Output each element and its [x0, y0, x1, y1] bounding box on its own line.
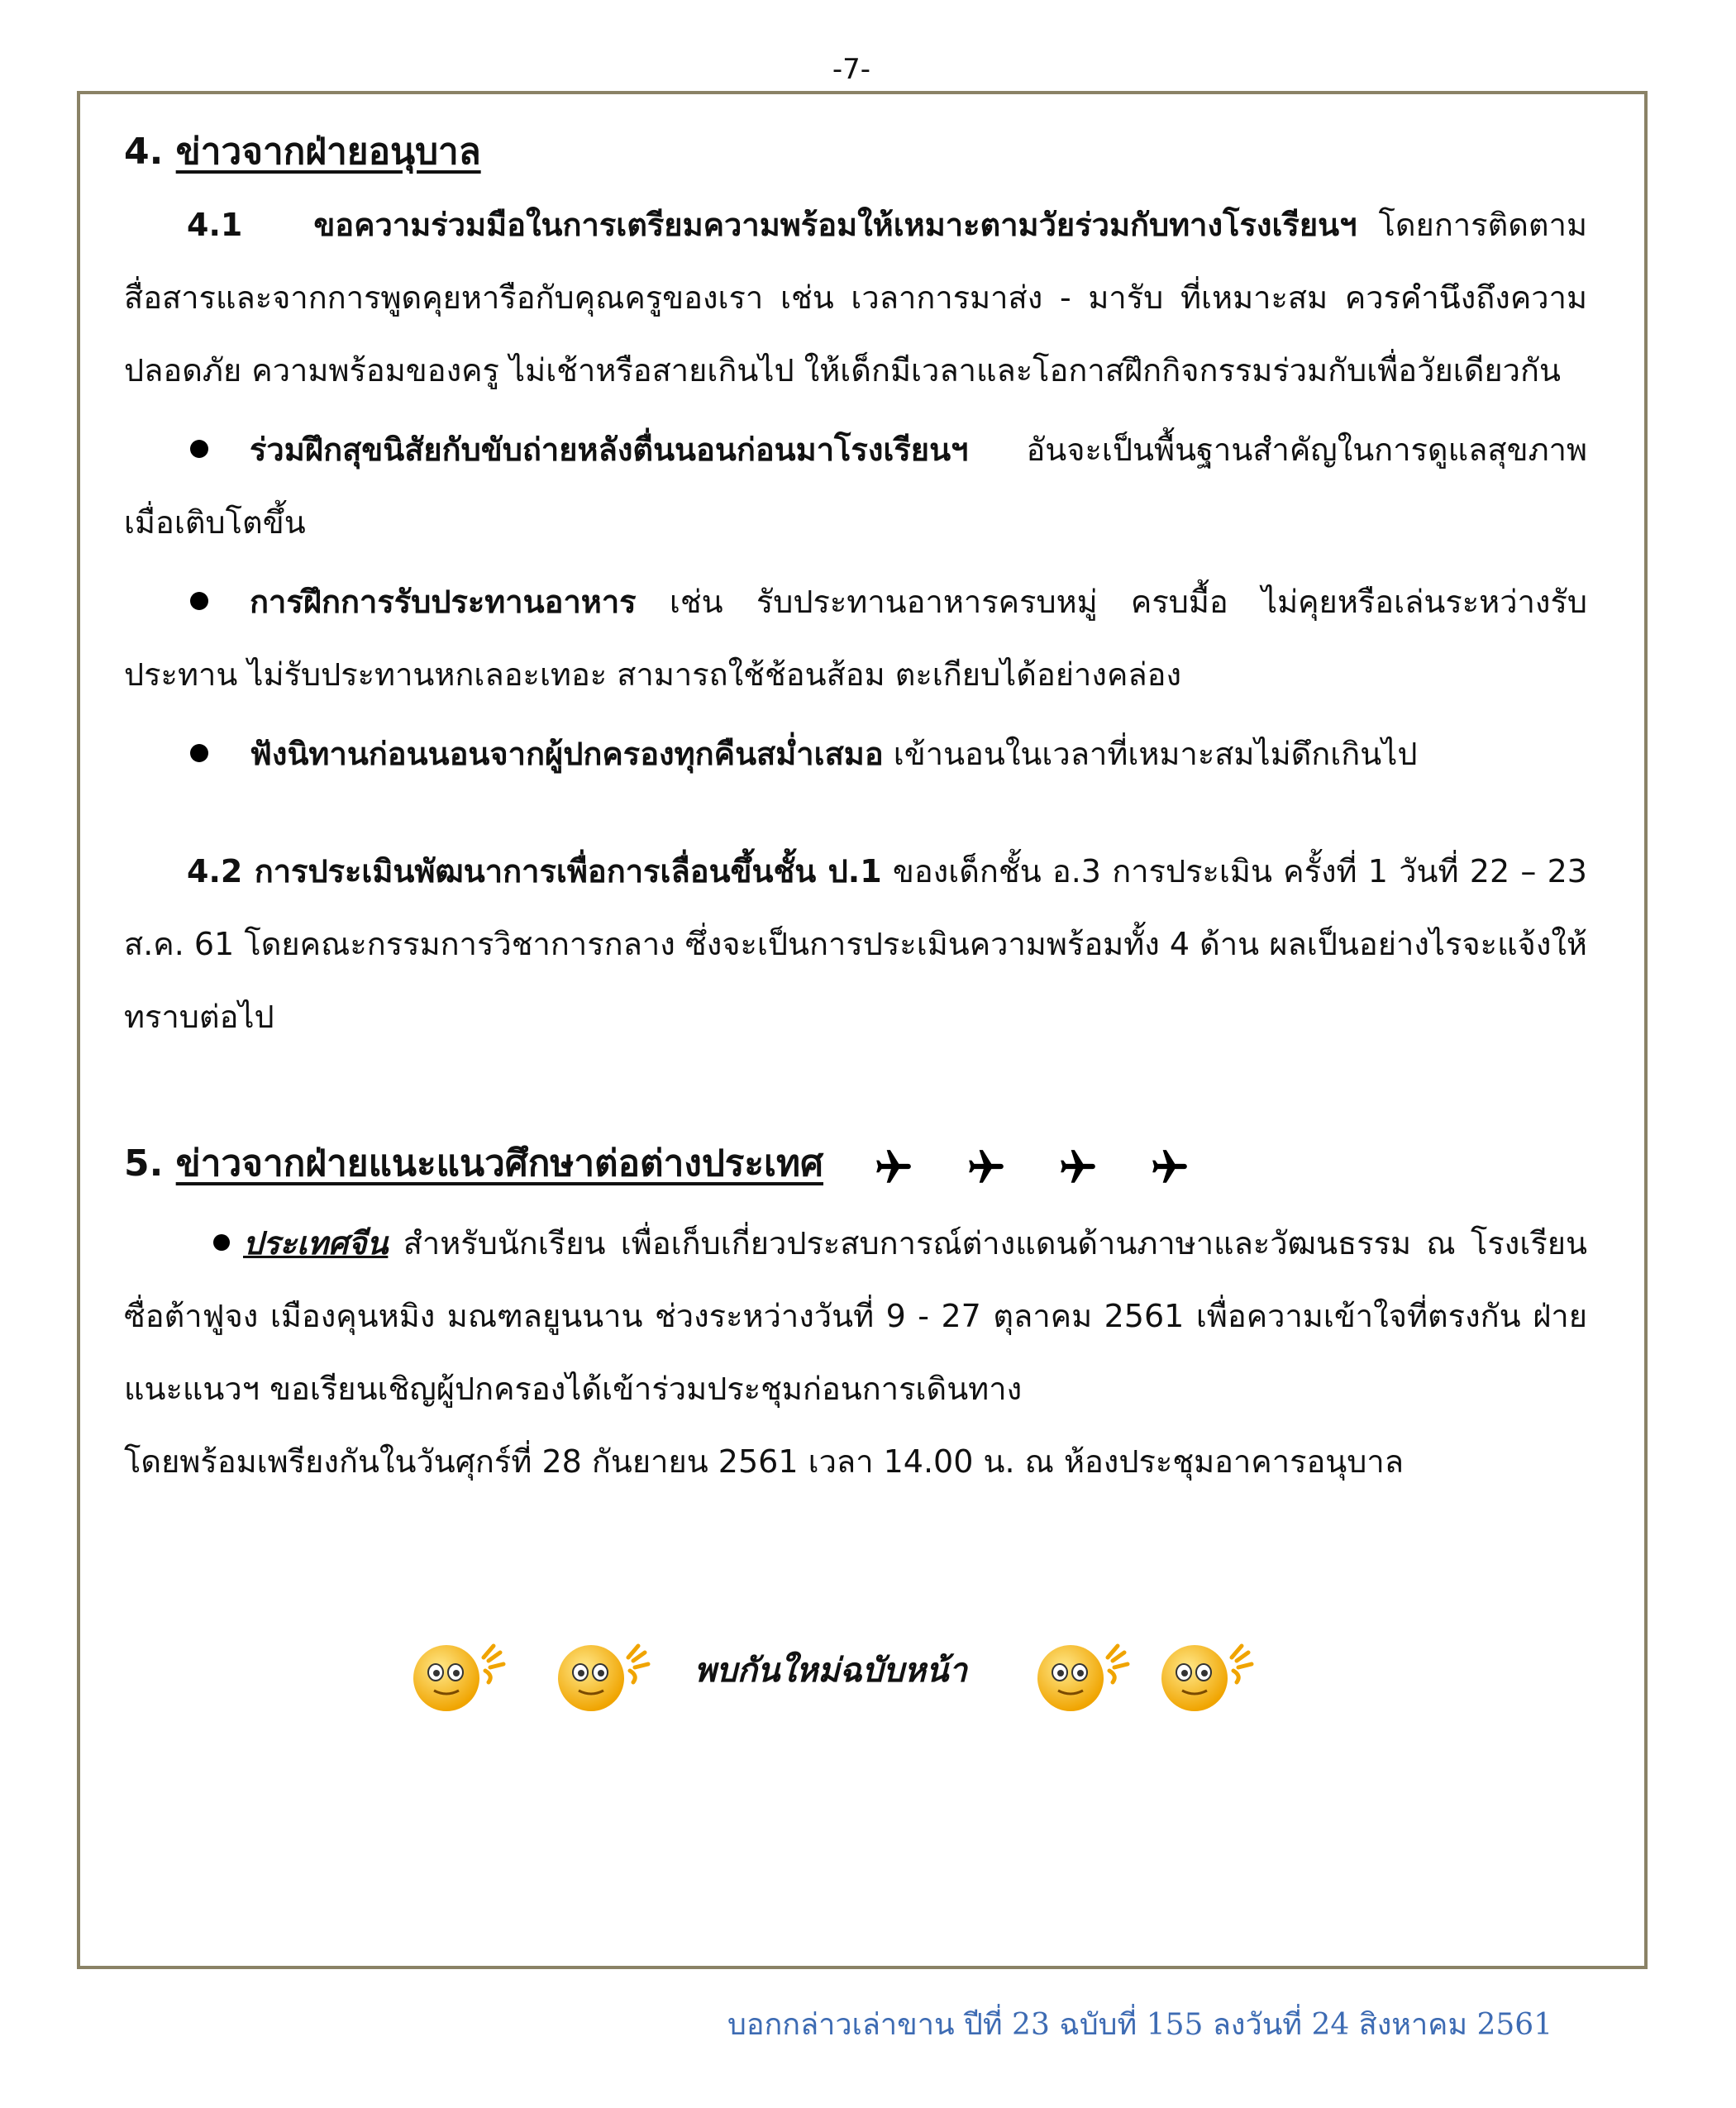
item-4-1-number: 4.1 [187, 207, 243, 243]
waving-emoji-icon [554, 1633, 661, 1715]
item-4-2 [124, 835, 1587, 1053]
china-bullet [124, 1207, 1587, 1425]
bullet-dot-icon [190, 592, 208, 610]
bullet-dot-icon [213, 1234, 230, 1251]
item-4-1-text: โดยการติดตามสื่อสารและจากการพูดคุยหารือกับคุณครูของเรา เช่น เวลาการมาส่ง - มารับ ที่เหมาะสม ควรคำนึงถึงความปลอดภัย ความพร้อมของครู ไม่เช้าหรือสายเกินไป ให้เด็กมีเวลาและโอกาสฝึกกิจกรรมร่วมกับเพื่อวัยเดียวกัน [124, 207, 1587, 389]
bullet-1 [124, 413, 1587, 559]
section5-number: 5. [124, 1142, 164, 1185]
bullet-2 [124, 565, 1587, 711]
bullet-1-bold: ร่วมฝึกสุขนิสัยกับขับถ่ายหลังตื่นนอนก่อนมาโรงเรียนฯ [250, 432, 969, 468]
page-number: -7- [832, 53, 871, 86]
section5-heading [124, 1128, 1587, 1202]
item-4-1 [124, 188, 1587, 407]
airplane-icons [869, 1129, 1224, 1202]
newsletter-footer: บอกกล่าวเล่าขาน ปีที่ 23 ฉบับที่ 155 ลงวันที่ 24 สิงหาคม 2561 [727, 2008, 1553, 2042]
section4-title: ข่าวจากฝ่ายอนุบาล [175, 131, 481, 173]
airplane-icon [961, 1147, 1011, 1188]
section4-heading [124, 116, 1587, 188]
item-4-1-lead: ขอความร่วมมือในการเตรียมความพร้อมให้เหมาะตามวัยร่วมกับทางโรงเรียนฯ [313, 207, 1357, 243]
china-text-2: โดยพร้อมเพรียงกันในวันศุกร์ที่ 28 กันยายน 2561 เวลา 14.00 น. ณ ห้องประชุมอาคารอนุบาล [124, 1443, 1405, 1480]
china-text: สำหรับนักเรียน เพื่อเก็บเกี่ยวประสบการณ์ต่างแดนด้านภาษาและวัฒนธรรม ณ โรงเรียนซื่อต้าฟูจง เมืองคุนหมิง มณฑลยูนนาน ช่วงระหว่างวันที่ 9 - 27 ตุลาคม 2561 เพื่อความเข้าใจที่ตรงกัน ฝ่ายแนะแนวฯ ขอเรียนเชิญผู้ปกครองได้เข้าร่วมประชุมก่อนการเดินทาง [124, 1225, 1587, 1407]
waving-emoji-icon [1033, 1633, 1141, 1715]
bullet-2-text: เช่น รับประทานอาหารครบหมู่ ครบมื้อ ไม่คุยหรือเล่นระหว่างรับประทาน ไม่รับประทานหกเลอะเทอะ สามารถใช้ช้อนส้อม ตะเกียบได้อย่างคล่อง [124, 584, 1587, 693]
item-4-2-text: ของเด็กชั้น อ.3 การประเมิน ครั้งที่ 1 วันที่ 22 – 23 ส.ค. 61 โดยคณะกรรมการวิชาการกลาง ซึ่งจะเป็นการประเมินความพร้อมทั้ง 4 ด้าน ผลเป็นอย่างไรจะแจ้งให้ทราบต่อไป [124, 853, 1587, 1035]
bullet-3 [124, 718, 1587, 790]
bullet-1-text: อันจะเป็นพื้นฐานสำคัญในการดูแลสุขภาพเมื่อเติบโตขึ้น [124, 432, 1587, 541]
section4-number: 4. [124, 131, 164, 173]
closing-row [0, 1633, 1736, 1724]
airplane-icon [1053, 1147, 1103, 1188]
airplane-icon [1145, 1147, 1195, 1188]
bullet-dot-icon [190, 440, 208, 458]
bullet-3-text: เข้านอนในเวลาที่เหมาะสมไม่ดึกเกินไป [893, 736, 1418, 772]
china-label: ประเทศจีน [243, 1225, 389, 1261]
closing-text: พบกันใหม่ฉบับหน้า [694, 1652, 967, 1690]
item-4-2-lead: 4.2 การประเมินพัฒนาการเพื่อการเลื่อนขึ้นชั้น ป.1 [187, 853, 882, 889]
bullet-3-bold: ฟังนิทานก่อนนอนจากผู้ปกครองทุกคืนสม่ำเสมอ [250, 736, 884, 772]
waving-emoji-icon [409, 1633, 517, 1715]
waving-emoji-icon [1157, 1633, 1265, 1715]
newsletter-content [124, 116, 1587, 1498]
bullet-dot-icon [190, 744, 208, 762]
airplane-icon [869, 1147, 918, 1188]
section5-title: ข่าวจากฝ่ายแนะแนวศึกษาต่อต่างประเทศ [175, 1142, 823, 1185]
bullet-2-bold: การฝึกการรับประทานอาหาร [250, 584, 637, 620]
